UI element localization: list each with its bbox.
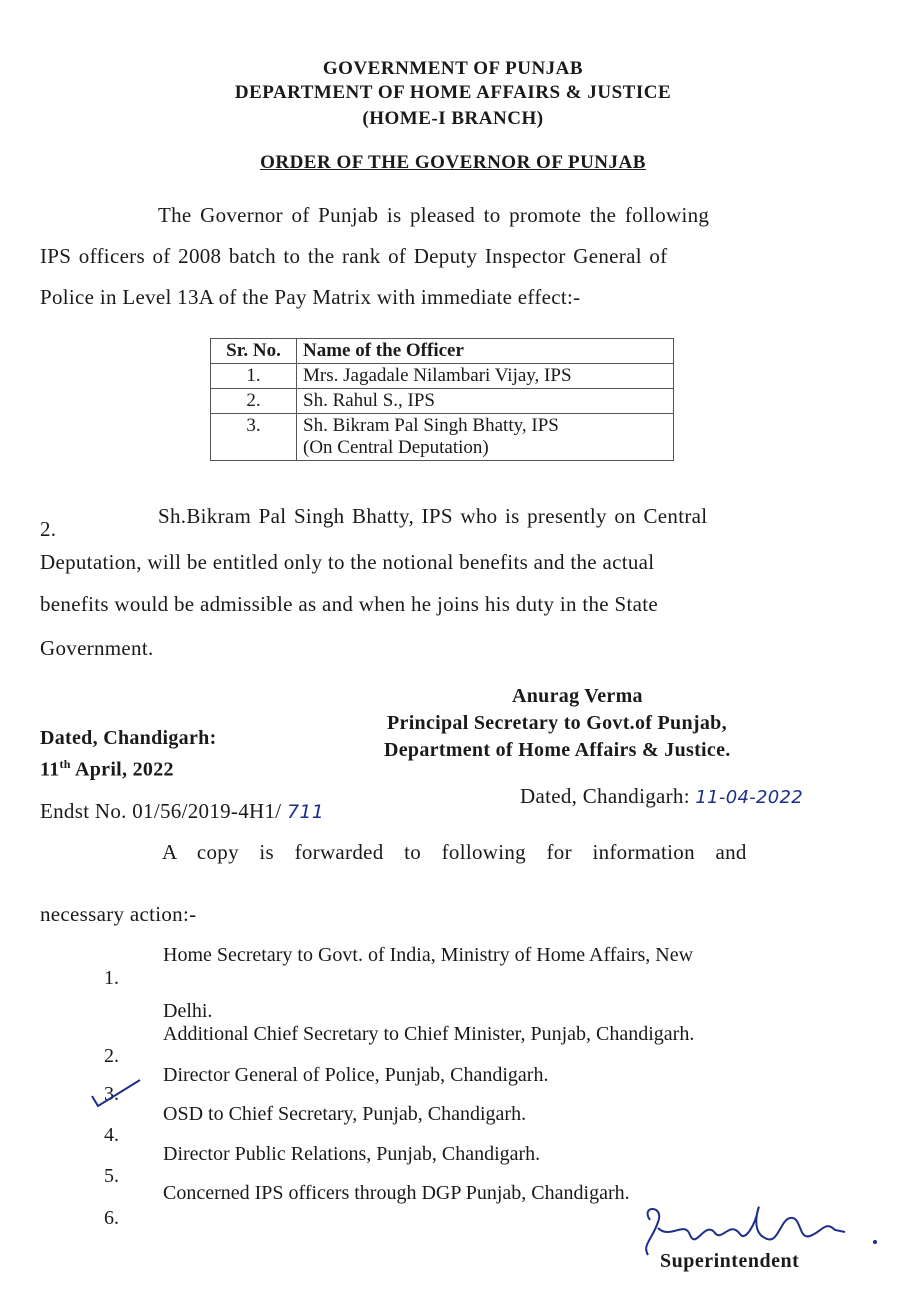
list-item-number: 2.	[104, 1045, 119, 1067]
signatory-designation-1: Principal Secretary to Govt.of Punjab,	[387, 712, 727, 734]
table-row	[211, 389, 674, 414]
checkmark-icon	[88, 1076, 148, 1110]
list-item-number: 1.	[104, 967, 119, 989]
intro-line-1: The Governor of Punjab is pleased to promote the following	[158, 203, 710, 227]
list-item-number: 6.	[104, 1207, 119, 1229]
handwritten-endst-number: 711	[286, 801, 325, 823]
table-cell-sr: 1.	[211, 364, 297, 389]
list-item: Director Public Relations, Punjab, Chandigarh.	[163, 1143, 541, 1165]
order-title: ORDER OF THE GOVERNOR OF PUNJAB	[260, 152, 646, 173]
table-row	[211, 364, 674, 389]
para2-line-4: Government.	[40, 636, 154, 660]
column-header-sr-no: Sr. No.	[211, 339, 297, 364]
intro-line-3: Police in Level 13A of the Pay Matrix with immediate effect:-	[40, 285, 581, 309]
officers-table	[210, 338, 674, 461]
endst-date: Dated, Chandigarh: 11-04-2022	[520, 784, 804, 808]
intro-line-2: IPS officers of 2008 batch to the rank of Deputy Inspector General of	[40, 244, 668, 268]
list-item: Home Secretary to Govt. of India, Ministry of Home Affairs, New	[163, 944, 694, 966]
copy-line-1: A copy is forwarded to following for information and	[162, 840, 747, 864]
header-department: DEPARTMENT OF HOME AFFAIRS & JUSTICE	[234, 82, 672, 103]
signatory-name: Anurag Verma	[512, 685, 643, 707]
header-branch: (HOME-I BRANCH)	[362, 108, 544, 129]
dated-label: Dated, Chandigarh:	[40, 727, 217, 749]
table-cell-sr: 2.	[211, 389, 297, 414]
endst-number: Endst No. 01/56/2019-4H1/ 711	[40, 799, 325, 823]
table-header-row	[211, 339, 674, 364]
table-cell-sr: 3.	[211, 414, 297, 461]
list-item-number: 5.	[104, 1165, 119, 1187]
header-government: GOVERNMENT OF PUNJAB	[322, 58, 584, 79]
officer-name: Sh. Bikram Pal Singh Bhatty, IPS	[303, 415, 559, 436]
handwritten-date: 11-04-2022	[695, 787, 804, 808]
table-cell-name: Mrs. Jagadale Nilambari Vijay, IPS	[297, 364, 674, 389]
para2-line-2: Deputation, will be entitled only to the notional benefits and the actual	[40, 550, 655, 574]
dated-date: 11th April, 2022	[40, 757, 174, 781]
list-item: Additional Chief Secretary to Chief Minister, Punjab, Chandigarh.	[163, 1023, 695, 1045]
signatory-designation-2: Department of Home Affairs & Justice.	[384, 739, 731, 761]
list-item-number: 3.	[104, 1083, 119, 1105]
para2-line-1: Sh.Bikram Pal Singh Bhatty, IPS who is presently on Central	[158, 504, 708, 528]
list-item: Concerned IPS officers through DGP Punjab, Chandigarh.	[163, 1182, 630, 1204]
designation-superintendent: Superintendent	[660, 1250, 800, 1272]
table-cell-name: Sh. Rahul S., IPS	[297, 389, 674, 414]
para2-line-3: benefits would be admissible as and when he joins his duty in the State	[40, 592, 658, 616]
list-item: OSD to Chief Secretary, Punjab, Chandigarh.	[163, 1103, 527, 1125]
copy-line-2: necessary action:-	[40, 902, 197, 926]
list-item-number: 4.	[104, 1124, 119, 1146]
list-item-continued: Delhi.	[163, 1000, 213, 1022]
table-cell-name	[297, 414, 674, 461]
column-header-officer-name: Name of the Officer	[297, 339, 674, 364]
officer-note: (On Central Deputation)	[303, 437, 489, 458]
para2-number: 2.	[40, 517, 57, 541]
table-row	[211, 414, 674, 461]
list-item: Director General of Police, Punjab, Chandigarh.	[163, 1064, 549, 1086]
